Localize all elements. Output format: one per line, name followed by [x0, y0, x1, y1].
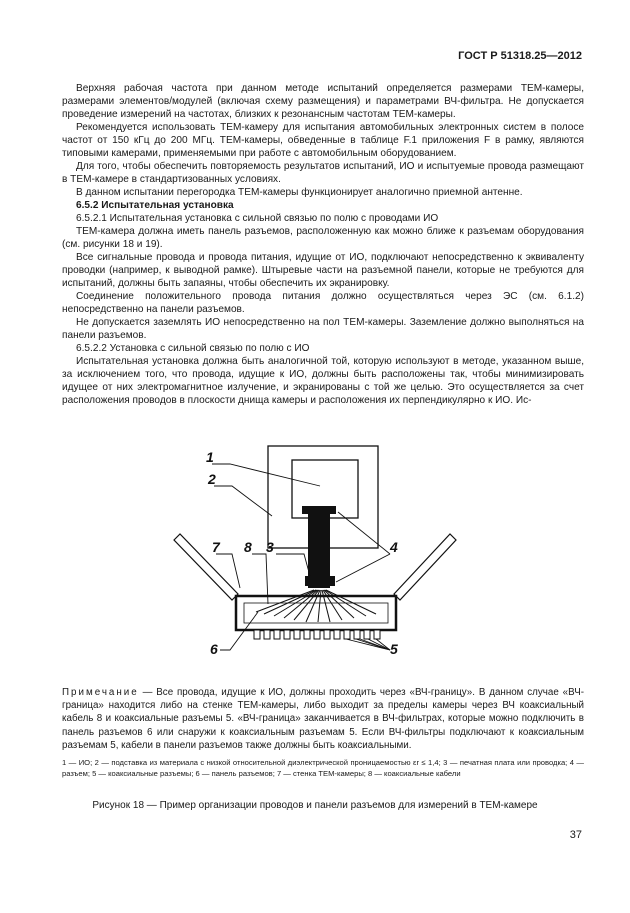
note-label: Примечание	[62, 687, 139, 698]
figure-caption: Рисунок 18 — Пример организации проводов и панели разъемов для измерений в ТЕМ-камере	[92, 800, 538, 811]
paragraph: В данном испытании перегородка ТЕМ-камеры функционирует аналогично приемной антенне.	[76, 187, 523, 198]
paragraph: Рекомендуется использовать ТЕМ-камеру для испытания автомобильных электронных систем в полосе частот от 150 кГц до 200 МГц. ТЕМ-камеры, обведенные в таблице F.1 приложения F в рамку, являются типовыми камерами, применяемыми при работе с автомобильным оборудованием.	[62, 122, 584, 159]
connector-bottom	[305, 576, 335, 586]
label-6: 6	[210, 641, 218, 657]
subsection-heading: 6.5.2.1 Испытательная установка с сильной связью по полю с проводами ИО	[76, 213, 439, 224]
label-7: 7	[212, 539, 220, 555]
coax-connectors	[254, 630, 380, 639]
paragraph: Соединение положительного провода питания должно осуществляться через ЭС (см. 6.1.2) непосредственно на панели разъемов.	[62, 291, 584, 315]
body-text	[62, 82, 584, 407]
connector-panel	[236, 596, 396, 630]
document-header: ГОСТ Р 51318.25—2012	[458, 50, 582, 62]
tem-wall-left	[174, 534, 238, 600]
page-number: 37	[569, 829, 582, 841]
figure-tem-cell-setup	[160, 436, 470, 672]
label-4: 4	[390, 539, 398, 555]
paragraph: Не допускается заземлять ИО непосредственно на пол ТЕМ-камеры. Заземление должно выполняться на панели разъемов.	[62, 317, 584, 341]
figure-note	[62, 686, 584, 752]
paragraph: Испытательная установка должна быть аналогичной той, которую используют в методе, указанном выше, за исключением того, что провода, идущие к ИО, должны быть расположены так, чтобы минимизировать идущее от них электромагнитное излучение, и экранированы с той же целью. Это осуществляется за счет расположения проводов в плоскости днища камеры и расположения их перпендикулярно к ИО. Ис-	[62, 356, 584, 406]
paragraph: Верхняя рабочая частота при данном методе испытаний определяется размерами ТЕМ-камеры, размерами элементов/модулей (включая схему размещения) и параметрами ВЧ-фильтра. Не допускается проведение измерений на частотах, близких к резонансным частотам ТЕМ-камеры.	[62, 83, 584, 120]
label-2: 2	[208, 471, 216, 487]
section-heading: 6.5.2 Испытательная установка	[76, 200, 234, 211]
tem-wall-right	[394, 534, 456, 600]
label-3: 3	[266, 539, 274, 555]
label-1: 1	[206, 449, 214, 465]
figure-legend: 1 — ИО; 2 — подставка из материала с низкой относительной диэлектрической проницаемостью εr ≤ 1,4; 3 — печатная плата или проводка; 4 — разъем; 5 — коаксиальные разъемы; 6 — панель разъемов; 7 — стенка ТЕМ-камеры; 8 — коаксиальные кабели	[62, 758, 584, 778]
paragraph: Для того, чтобы обеспечить повторяемость результатов испытаний, ИО и испытуемые провода размещают в ТЕМ-камере в стандартизованных условиях.	[62, 161, 584, 185]
note-text: — Все провода, идущие к ИО, должны проходить через «ВЧ-границу». В данном случае «ВЧ-граница» находится либо на стенке ТЕМ-камеры, либо выходит за пределы камеры через ВЧ коаксиальный кабель 8 и коаксиальные разъемы 5. «ВЧ-граница» заканчивается в ВЧ-фильтрах, которые можно подключить в панель разъемов 6 или снаружи к коаксиальным разъемам 5. Если ВЧ-фильтры подключают к коаксиальным разъемам 5, кабели в панели разъемов также должны быть коаксиальными.	[62, 687, 584, 751]
paragraph: ТЕМ-камера должна иметь панель разъемов, расположенную как можно ближе к разъемам оборудования (см. рисунки 18 и 19).	[62, 226, 584, 250]
label-8: 8	[244, 539, 252, 555]
subsection-heading: 6.5.2.2 Установка с сильной связью по полю с ИО	[76, 343, 310, 354]
connector-top	[302, 506, 336, 514]
label-5: 5	[390, 641, 398, 657]
paragraph: Все сигнальные провода и провода питания, идущие от ИО, подключают непосредственно к эквиваленту проводки (например, к выводной рамке). Штыревые части на разъемной панели, которые не требуются для испытаний, должны быть запаяны, чтобы обеспечить их экранировку.	[62, 252, 584, 289]
